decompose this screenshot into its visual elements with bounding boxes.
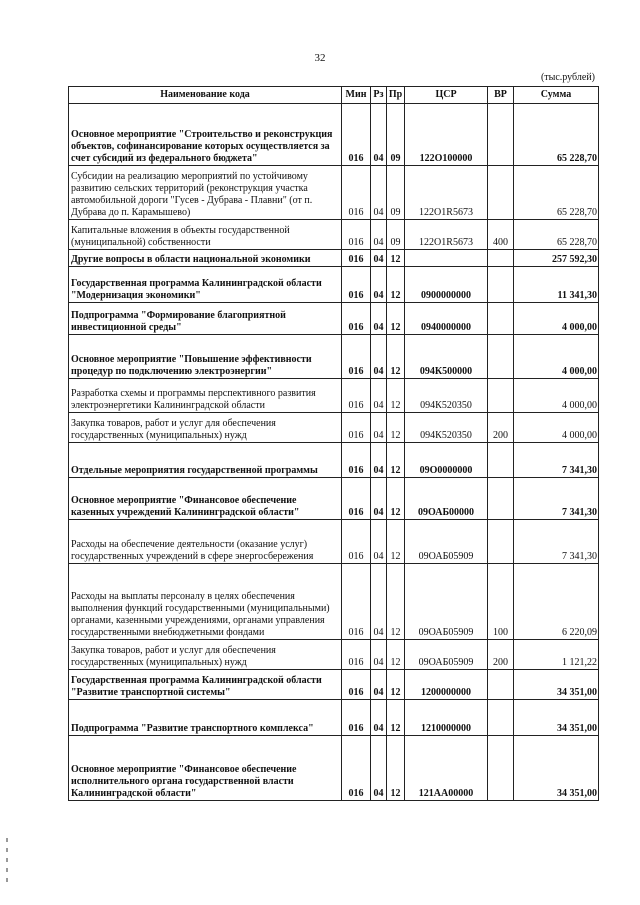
header-vr: ВР (488, 87, 514, 104)
cell-sum: 65 228,70 (514, 166, 599, 220)
cell-sum: 257 592,30 (514, 250, 599, 267)
cell-min: 016 (342, 478, 371, 520)
cell-name: Основное мероприятие "Повышение эффективности процедур по подключению электроэнергии" (69, 335, 342, 379)
cell-sum: 4 000,00 (514, 335, 599, 379)
cell-sum: 1 121,22 (514, 640, 599, 670)
table-row (69, 250, 599, 267)
cell-min: 016 (342, 250, 371, 267)
cell-pr: 12 (387, 443, 405, 478)
cell-csr: 09ОАБ05909 (405, 640, 488, 670)
cell-name: Субсидии на реализацию мероприятий по устойчивому развитию сельских территорий (реконструкция участка автомобильной дороги "Гусев - Дубрава - Плавни" (от п. Дубрава до п. Карамышево) (69, 166, 342, 220)
cell-rz: 04 (371, 250, 387, 267)
cell-min: 016 (342, 335, 371, 379)
cell-pr: 12 (387, 520, 405, 564)
cell-name: Подпрограмма "Формирование благоприятной инвестиционной среды" (69, 303, 342, 335)
cell-csr: 094К520350 (405, 379, 488, 413)
cell-vr: 400 (488, 220, 514, 250)
cell-min: 016 (342, 700, 371, 736)
cell-pr: 12 (387, 303, 405, 335)
cell-vr (488, 478, 514, 520)
cell-min: 016 (342, 413, 371, 443)
table-row (69, 736, 599, 801)
table-row (69, 564, 599, 640)
cell-name: Государственная программа Калининградской области "Модернизация экономики" (69, 267, 342, 303)
cell-name: Другие вопросы в области национальной экономики (69, 250, 342, 267)
cell-sum: 65 228,70 (514, 104, 599, 166)
cell-rz: 04 (371, 478, 387, 520)
cell-name: Подпрограмма "Развитие транспортного комплекса" (69, 700, 342, 736)
cell-pr: 12 (387, 736, 405, 801)
cell-name: Капитальные вложения в объекты государственной (муниципальной) собственности (69, 220, 342, 250)
table-row (69, 443, 599, 478)
cell-rz: 04 (371, 443, 387, 478)
cell-vr (488, 443, 514, 478)
cell-vr (488, 303, 514, 335)
cell-vr (488, 736, 514, 801)
cell-csr: 09ОАБ05909 (405, 564, 488, 640)
cell-rz: 04 (371, 220, 387, 250)
table-row (69, 166, 599, 220)
header-name: Наименование кода (69, 87, 342, 104)
header-min: Мин (342, 87, 371, 104)
cell-sum: 7 341,30 (514, 478, 599, 520)
header-csr: ЦСР (405, 87, 488, 104)
page-number: 32 (314, 52, 326, 64)
cell-csr: 122О1R5673 (405, 166, 488, 220)
cell-name: Государственная программа Калининградской области "Развитие транспортной системы" (69, 670, 342, 700)
cell-csr: 122О1R5673 (405, 220, 488, 250)
cell-sum: 65 228,70 (514, 220, 599, 250)
cell-rz: 04 (371, 303, 387, 335)
cell-csr: 1200000000 (405, 670, 488, 700)
cell-pr: 12 (387, 700, 405, 736)
cell-sum: 4 000,00 (514, 303, 599, 335)
header-sum: Сумма (514, 87, 599, 104)
cell-vr (488, 166, 514, 220)
cell-name: Расходы на выплаты персоналу в целях обеспечения выполнения функций государственными (муниципальными) органами, казенными учреждениями, органами управления государственными внебюджетными фондами (69, 564, 342, 640)
cell-name: Закупка товаров, работ и услуг для обеспечения государственных (муниципальных) нужд (69, 640, 342, 670)
cell-min: 016 (342, 220, 371, 250)
cell-min: 016 (342, 443, 371, 478)
cell-sum: 34 351,00 (514, 670, 599, 700)
cell-vr (488, 250, 514, 267)
table-row (69, 700, 599, 736)
cell-name: Основное мероприятие "Финансовое обеспечение казенных учреждений Калининградской области" (69, 478, 342, 520)
cell-vr (488, 670, 514, 700)
cell-rz: 04 (371, 379, 387, 413)
cell-rz: 04 (371, 564, 387, 640)
table-body (69, 104, 599, 801)
cell-min: 016 (342, 670, 371, 700)
cell-min: 016 (342, 267, 371, 303)
cell-vr: 200 (488, 640, 514, 670)
cell-name: Разработка схемы и программы перспективного развития электроэнергетики Калининградской области (69, 379, 342, 413)
cell-rz: 04 (371, 267, 387, 303)
header-pr: Пр (387, 87, 405, 104)
cell-pr: 12 (387, 335, 405, 379)
table-row (69, 303, 599, 335)
cell-vr (488, 520, 514, 564)
cell-sum: 7 341,30 (514, 520, 599, 564)
cell-sum: 34 351,00 (514, 736, 599, 801)
cell-vr (488, 379, 514, 413)
cell-name: Расходы на обеспечение деятельности (оказание услуг) государственных учреждений в сфере энергосбережения (69, 520, 342, 564)
cell-pr: 12 (387, 640, 405, 670)
cell-rz: 04 (371, 520, 387, 564)
cell-pr: 12 (387, 379, 405, 413)
table-row (69, 220, 599, 250)
cell-rz: 04 (371, 700, 387, 736)
cell-min: 016 (342, 736, 371, 801)
table-row (69, 379, 599, 413)
cell-name: Отдельные мероприятия государственной программы (69, 443, 342, 478)
cell-vr: 100 (488, 564, 514, 640)
cell-sum: 34 351,00 (514, 700, 599, 736)
header-rz: Рз (371, 87, 387, 104)
cell-rz: 04 (371, 640, 387, 670)
cell-name: Основное мероприятие "Строительство и реконструкция объектов, софинансирование которых осуществляется за счет субсидий из федерального бюджета" (69, 104, 342, 166)
cell-csr: 1210000000 (405, 700, 488, 736)
cell-csr: 0940000000 (405, 303, 488, 335)
cell-pr: 09 (387, 104, 405, 166)
cell-vr: 200 (488, 413, 514, 443)
cell-sum: 7 341,30 (514, 443, 599, 478)
cell-rz: 04 (371, 736, 387, 801)
units-label: (тыс.рублей) (540, 72, 595, 83)
cell-rz: 04 (371, 670, 387, 700)
cell-min: 016 (342, 104, 371, 166)
cell-name: Основное мероприятие "Финансовое обеспечение исполнительного органа государственной власти Калининградской области" (69, 736, 342, 801)
cell-csr: 122О100000 (405, 104, 488, 166)
table-row (69, 267, 599, 303)
cell-min: 016 (342, 379, 371, 413)
table-header-row (69, 87, 599, 104)
cell-csr: 09ОАБ00000 (405, 478, 488, 520)
table-row (69, 640, 599, 670)
table-row (69, 478, 599, 520)
cell-min: 016 (342, 564, 371, 640)
cell-pr: 12 (387, 267, 405, 303)
table-row (69, 413, 599, 443)
cell-min: 016 (342, 166, 371, 220)
cell-vr (488, 267, 514, 303)
cell-rz: 04 (371, 104, 387, 166)
cell-sum: 4 000,00 (514, 379, 599, 413)
cell-csr: 094К500000 (405, 335, 488, 379)
table-row (69, 670, 599, 700)
cell-pr: 12 (387, 564, 405, 640)
cell-pr: 12 (387, 670, 405, 700)
cell-rz: 04 (371, 166, 387, 220)
cell-csr: 121АА00000 (405, 736, 488, 801)
cell-csr: 09О0000000 (405, 443, 488, 478)
table-row (69, 520, 599, 564)
cell-sum: 11 341,30 (514, 267, 599, 303)
budget-table (68, 86, 599, 801)
cell-rz: 04 (371, 335, 387, 379)
cell-csr: 094К520350 (405, 413, 488, 443)
cell-csr: 09ОАБ05909 (405, 520, 488, 564)
table-row (69, 104, 599, 166)
table-row (69, 335, 599, 379)
cell-vr (488, 104, 514, 166)
cell-sum: 6 220,09 (514, 564, 599, 640)
scan-margin-marks (6, 838, 8, 888)
cell-sum: 4 000,00 (514, 413, 599, 443)
cell-pr: 09 (387, 220, 405, 250)
cell-pr: 12 (387, 413, 405, 443)
cell-csr: 0900000000 (405, 267, 488, 303)
cell-csr (405, 250, 488, 267)
cell-pr: 12 (387, 250, 405, 267)
cell-vr (488, 335, 514, 379)
cell-rz: 04 (371, 413, 387, 443)
cell-min: 016 (342, 640, 371, 670)
cell-name: Закупка товаров, работ и услуг для обеспечения государственных (муниципальных) нужд (69, 413, 342, 443)
cell-pr: 09 (387, 166, 405, 220)
cell-pr: 12 (387, 478, 405, 520)
cell-min: 016 (342, 520, 371, 564)
cell-vr (488, 700, 514, 736)
cell-min: 016 (342, 303, 371, 335)
